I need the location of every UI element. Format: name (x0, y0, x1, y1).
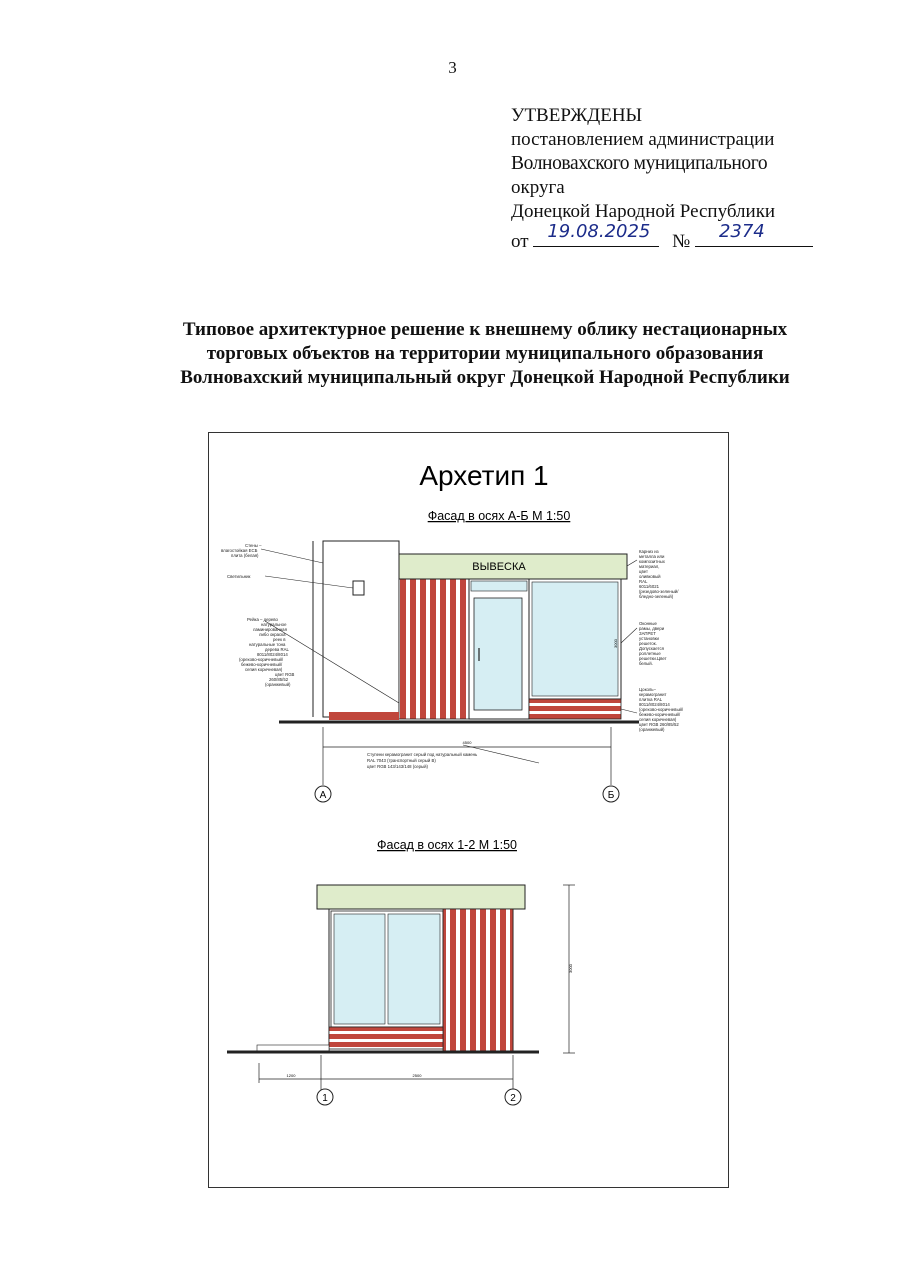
step (257, 1045, 329, 1051)
approval-date-line (511, 221, 871, 254)
approval-line: Донецкой Народной Республики (511, 201, 776, 222)
plinth (529, 699, 621, 719)
number-field (695, 221, 813, 247)
window-glass (334, 914, 385, 1024)
step (329, 712, 399, 720)
callouts-right (639, 549, 684, 732)
drawing-frame (208, 432, 729, 1188)
sign-text: ВЫВЕСКА (472, 561, 526, 573)
page-number: 3 (448, 58, 457, 77)
number-prefix: № (672, 231, 691, 252)
axis-label: 1 (322, 1093, 328, 1104)
wall-panel (323, 541, 399, 717)
callout-plinth: Цоколь– керамогранит плитка RAL 8011/8024/8014 (орехово-коричневый/ бежево-коричневый/ сепия коричневая) цвет RGB 260/85/52 (оранжевый) (639, 687, 684, 732)
callout-walls: Стены – влагостойкая ЕСБ плита (белая) (221, 543, 262, 558)
title-line: торговых объектов на территории муниципального образования (206, 343, 764, 364)
lamp-symbol (353, 581, 364, 595)
axis-label: Б (607, 790, 615, 801)
plinth (329, 1027, 443, 1049)
approval-line: Волновахского муниципального (511, 153, 768, 174)
approval-line: постановлением администрации (511, 129, 775, 150)
dimension-value: 3000 (568, 964, 573, 973)
door-transom (471, 581, 527, 591)
approval-line: округа (511, 177, 565, 198)
door-glass (474, 598, 522, 710)
facade2-caption: Фасад в осях 1-2 М 1:50 (377, 838, 517, 852)
window-glass (532, 582, 618, 696)
date-field (533, 221, 659, 247)
date-prefix: от (511, 231, 529, 252)
axis-label: 2 (510, 1093, 516, 1104)
slat-panel (443, 909, 513, 1051)
architectural-drawing (209, 433, 728, 1187)
callout-windows: Оконные рамы, двери ЗАПРЕТ установки решеток. Допускается роллетные решетки.Цвет белый. (639, 621, 667, 666)
dimension-value: 4500 (462, 740, 472, 745)
title-line: Волновахский муниципальный округ Донецкой Народной Республики (180, 367, 790, 388)
facade1-caption: Фасад в осях А-Б М 1:50 (427, 509, 571, 523)
approval-stamp (511, 104, 871, 254)
document-title (60, 318, 905, 390)
callouts-bottom (367, 752, 479, 769)
number-value: 2374 (718, 221, 765, 242)
callout-lamp: Светильник (227, 574, 251, 579)
facade2 (227, 885, 575, 1105)
callout-cornice: Карниз из металла или композитных материал, цвет оливковый RAL 6011/6021 (резедово-зеленый/ бледно-зеленый) (639, 549, 679, 599)
callout-slats: Рейка – дерево натуральное ламинированная либо окраска реек в натуральные тона дерева RAL 8011/8024/8014 (орехово-коричневый/ бежево-коричневый/ сепия коричневая) цвет RGB 260/85/52 (оранжевый) (239, 617, 295, 687)
callouts-left (221, 543, 296, 687)
facade1 (261, 541, 639, 802)
dimension-value: 2500 (412, 1073, 422, 1078)
date-value: 19.08.2025 (547, 221, 651, 242)
approval-heading: УТВЕРЖДЕНЫ (511, 105, 643, 126)
dimension-value: 1200 (286, 1073, 296, 1078)
cornice (317, 885, 525, 909)
title-line: Типовое архитектурное решение к внешнему облику нестационарных (182, 319, 788, 340)
window-glass (388, 914, 440, 1024)
axis-label: А (319, 790, 327, 801)
drawing-title: Архетип 1 (419, 460, 549, 491)
callout-steps: Ступени керамогранит серый под натуральный камень RAL 7043 (транспортный серый В) цвет RGB 143/143/148 (серый) (367, 752, 478, 769)
slat-panel (399, 579, 469, 719)
dimension-value: 3000 (613, 639, 618, 648)
